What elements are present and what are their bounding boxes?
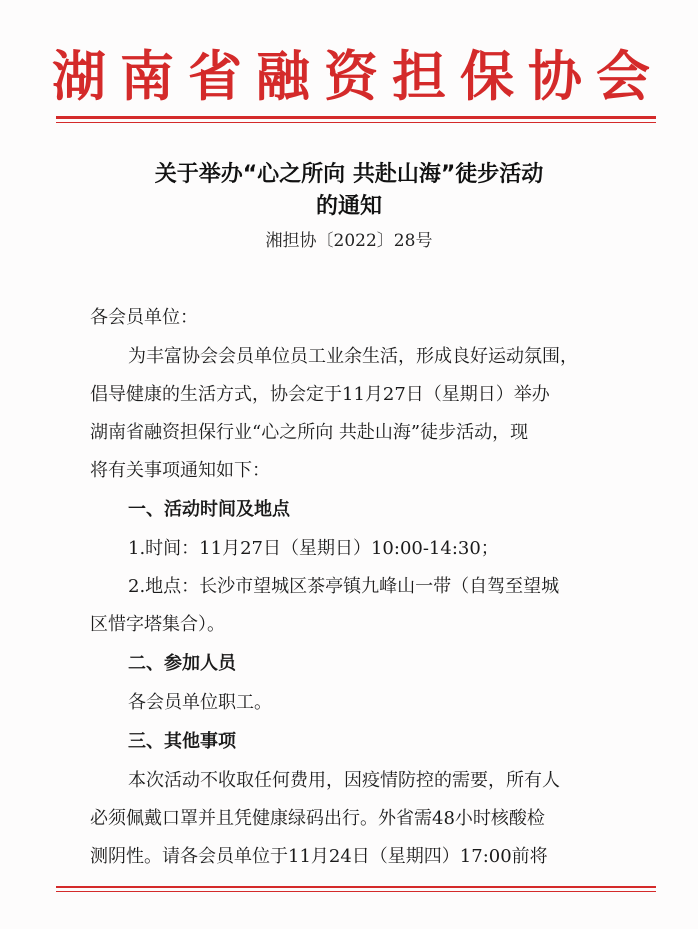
intro-line: 湖南省融资担保行业“心之所向 共赴山海”徒步活动，现: [90, 422, 529, 443]
footer-rule-thin: [56, 891, 656, 892]
section-heading-other: 三、其他事项: [128, 731, 236, 752]
salutation: 各会员单位：: [90, 307, 198, 328]
intro-line: 为丰富协会会员单位员工业余生活，形成良好运动氛围，: [128, 346, 578, 367]
other-line: 本次活动不收取任何费用，因疫情防控的需要，所有人: [128, 770, 560, 791]
notice-title-line2: 的通知: [315, 194, 382, 219]
letterhead-rule-thin: [56, 122, 656, 123]
section-heading-participants: 二、参加人员: [128, 653, 236, 674]
section-heading-time-place: 一、活动时间及地点: [128, 499, 290, 520]
participants-line: 各会员单位职工。: [128, 692, 272, 713]
footer-rule-thick: [56, 886, 656, 888]
time-line: 1.时间：11月27日（星期日）10:00-14:30；: [128, 538, 499, 559]
place-line: 区惜字塔集合）。: [90, 614, 225, 635]
place-line: 2.地点：长沙市望城区茶亭镇九峰山一带（自驾至望城: [128, 576, 560, 597]
intro-line: 将有关事项通知如下：: [90, 460, 270, 481]
other-line: 必须佩戴口罩并且凭健康绿码出行。外省需48小时核酸检: [90, 808, 545, 829]
intro-line: 倡导健康的生活方式，协会定于11月27日（星期日）举办: [90, 384, 550, 405]
other-line: 测阴性。请各会员单位于11月24日（星期四）17:00前将: [90, 846, 548, 867]
letterhead-rule-thick: [56, 116, 656, 119]
notice-title-line1: 关于举办“心之所向 共赴山海”徒步活动: [154, 162, 544, 187]
document-number: 湘担协〔2022〕28号: [265, 231, 433, 251]
organization-letterhead: 湖南省融资担保协会: [52, 44, 652, 108]
